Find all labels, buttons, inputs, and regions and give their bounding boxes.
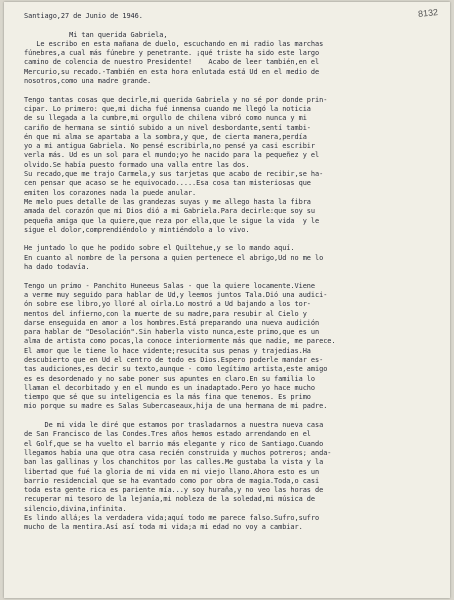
text-line: El amor que le tiene lo hace vidente;resucita sus penas y trajedias.Ha [24, 346, 311, 355]
text-line: llegamos había una que otra casa recién construida y muchos potreros; anda- [24, 448, 332, 457]
text-line: yo a mi antigua Gabriela. No pensé escribirla,no pensé ya casi escribir [24, 142, 315, 151]
text-line: descubierto que en Ud el centro de todo es Dios.Espero poderle mandar es- [24, 355, 324, 364]
text-line: nosotros,como una madre grande. [24, 77, 152, 86]
text-line: recuperar mi tesoro de la lejanía,mi nobleza de la soledad,mi música de [24, 495, 315, 504]
text-line: barrio residencial que se ha evantado como por obra de magia.Toda,o casi [24, 476, 320, 485]
text-line: Mercurio,su recado.-También en esta hora enlutada está Ud en el medio de [24, 67, 320, 76]
paragraph-gap [24, 412, 442, 421]
text-line: Es lindo allá;es la verdadera vida;aquí todo me parece falso.Sufro,sufro [24, 514, 320, 523]
paragraph [24, 31, 442, 87]
paragraph [24, 96, 442, 235]
text-line: fúnebres,a cual más fúnebre y penetrante. ¡qué triste ha sido este largo [24, 49, 320, 58]
text-line: verla más. Ud es un sol para el mundo;yo he nacido para la pequeñez y el [24, 151, 320, 160]
paragraph-gap [24, 21, 442, 30]
text-line: én que mi alma se apartaba a la sombra,y que, de cierta manera,perdía [24, 132, 307, 141]
text-line: mentos del infierno,con la muerte de su madre,para resubir al Cielo y [24, 309, 307, 318]
text-line: Tengo tantas cosas que decirle,mi querida Gabriela y no sé por donde prin- [24, 95, 328, 104]
text-line: tiempo que sé que su inteligencia es la más fina que tenemos. Es primo [24, 393, 311, 402]
letter-page [4, 2, 450, 598]
text-line: para hablar de "Desolación".Sin haberla visto nunca,este primo,que es un [24, 328, 320, 337]
text-line: Santiago,27 de Junio de 1946. [24, 12, 143, 20]
text-line: de su llegada a la cumbre,mi orgullo de chilena vibró como nunca y mi [24, 114, 307, 123]
text-line: llaman el decorbitado y en el mundo es un inadaptado.Pero yo hace mucho [24, 383, 315, 392]
text-line: Mi tan querida Gabriela, [24, 30, 168, 39]
text-line: sigue el dolor,comprendiéndolo y mintiéndolo a lo vivo. [24, 225, 250, 234]
text-line: ha dado todavía. [24, 263, 90, 272]
text-line: olvido.Se había puesto formado una valla entre las dos. [24, 160, 250, 169]
text-line: ban las gallinas y los chanchitos por las calles.Me gustaba la vista y la [24, 458, 324, 467]
text-line: cen pensar que acaso se he equivocado.....Esa cosa tan misteriosas que [24, 179, 311, 188]
text-line: cariño de hermana se sintió subido a un nivel desbordante,sentí tambi- [24, 123, 311, 132]
text-line: de San Francisco de las Condes.Tres años hemos estado arrendando en el [24, 430, 311, 439]
text-line: Le escribo en esta mañana de duelo, escuchando en mi radio las marchas [24, 39, 324, 48]
text-line: Me melo pues detalle de las grandezas suyas y me allego hasta la fibra [24, 197, 311, 206]
text-line: He juntado lo que he podido sobre el Quiltehue,y se lo mando aquí. [24, 244, 295, 253]
paragraph-gap [24, 86, 442, 95]
text-line: Tengo un primo - Panchito Huneeus Salas - que la quiere locamente.Viene [24, 281, 315, 290]
text-line: tas audiciones,es decir su texto,aunque - como legítimo artista,este amigo [24, 365, 328, 374]
text-line: camino de colencia de nuestro Presidente! Acabo de leer también,en el [24, 58, 320, 67]
text-line: ón sobre ese libro,yo lloré al oírla.Lo mostró a Ud bajando a los tor- [24, 300, 311, 309]
text-line: toda esta gente rica es pariente mía...y soy huraña,y no veo las horas de [24, 486, 324, 495]
paragraph [24, 282, 442, 412]
text-line: En cuanto al nombre de la persona a quien pertenece el abrigo,Ud no me lo [24, 253, 324, 262]
catalog-number: 8132 [417, 6, 439, 20]
text-line: emiten los corazones nada la puede anular. [24, 188, 197, 197]
paragraph [24, 12, 442, 21]
text-line: cipar. Lo primero: que,mi dicha fué inmensa cuando me llegó la noticia [24, 104, 311, 113]
paragraph [24, 421, 442, 533]
text-line: Su recado,que me trajo Carmela,y sus tarjetas que acabo de recibir,se ha- [24, 170, 324, 179]
text-line: a verme muy seguido para hablar de Ud,y leemos juntos Tala.Dió una audici- [24, 290, 328, 299]
text-line: mio porque su madre es Salas Subercaseaux,hija de una hermana de mi padre. [24, 402, 328, 411]
text-line: darse enseguida en amor a los hombres.Está preparando una nueva audición [24, 318, 320, 327]
text-line: silencio,divina,infinita. [24, 504, 127, 513]
text-line: mucho de la mentira.Así así toda mi vida;a mi edad no voy a cambiar. [24, 523, 303, 532]
paragraph [24, 244, 442, 272]
text-line: alma de artista como pocas,la conoce interiormente más que nadie, me parece. [24, 337, 336, 346]
text-line: es es desordenado y no sabe poner sus apuntes en claro.En su familia lo [24, 374, 315, 383]
letter-body [24, 12, 442, 533]
text-line: libertad que fué la gloria de mi vida en mi viejo llano.Ahora esto es un [24, 467, 320, 476]
text-line: pequeña amiga que la quiere,que reza por ella,que le sigue la vida y le [24, 216, 320, 225]
paragraph-gap [24, 272, 442, 281]
text-line: amada del corazón que mi Dios dió a mi Gabriela.Para decirle:que soy su [24, 207, 315, 216]
text-line: el Golf,que se ha vuelto el barrio más elegante y rico de Santiago.Cuando [24, 439, 324, 448]
text-line: De mi vida le diré que estamos por trasladarnos a nuestra nueva casa [24, 421, 324, 430]
paragraph-gap [24, 235, 442, 244]
